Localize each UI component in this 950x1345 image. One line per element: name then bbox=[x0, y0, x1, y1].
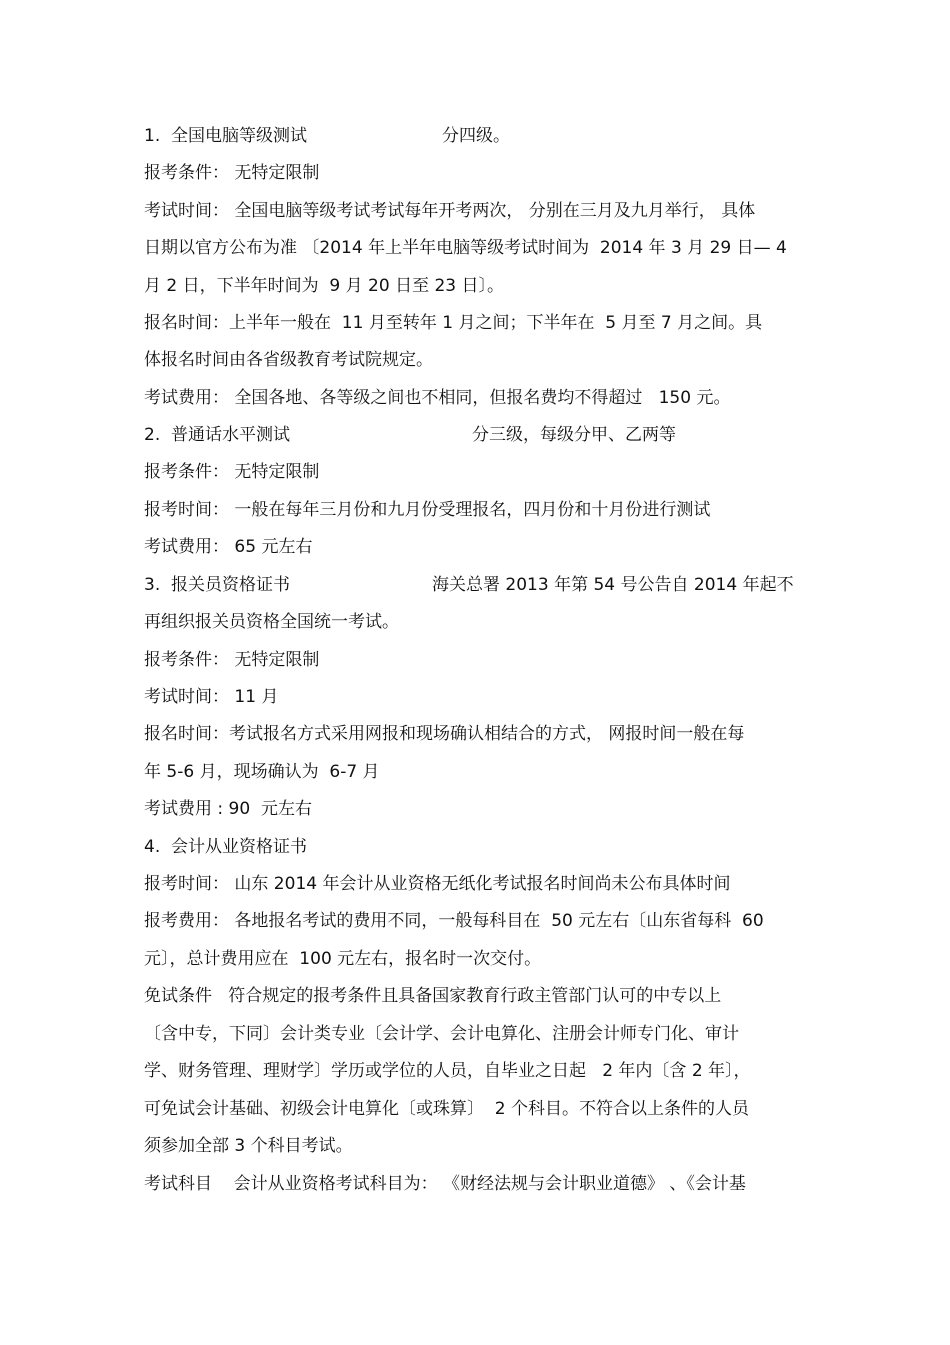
item-3-heading bbox=[144, 570, 824, 600]
paragraph-line: 可免试会计基础、初级会计电算化〔或珠算〕 2 个科目。不符合以上条件的人员 bbox=[144, 1099, 750, 1119]
paragraph-line: 考试费用： 全国各地、各等级之间也不相同，但报名费均不得超过 150 元。 bbox=[144, 388, 731, 408]
item-2-heading bbox=[144, 420, 824, 450]
item-note: 分四级。 bbox=[442, 126, 510, 146]
paragraph-line: 报考费用： 各地报名考试的费用不同，一般每科目在 50 元左右〔山东省每科 60 bbox=[144, 911, 764, 931]
item-note: 分三级，每级分甲、乙两等 bbox=[472, 425, 676, 445]
paragraph-line: 报考时间： 一般在每年三月份和九月份受理报名，四月份和十月份进行测试 bbox=[144, 500, 711, 520]
paragraph-line: 报考条件： 无特定限制 bbox=[144, 650, 320, 670]
paragraph-line: 体报名时间由各省级教育考试院规定。 bbox=[144, 350, 433, 370]
paragraph-line: 报考时间： 山东 2014 年会计从业资格无纸化考试报名时间尚未公布具体时间 bbox=[144, 874, 731, 894]
paragraph-line: 考试时间： 全国电脑等级考试考试每年开考两次， 分别在三月及九月举行， 具体 bbox=[144, 201, 756, 221]
paragraph-line: 考试时间： 11 月 bbox=[144, 687, 279, 707]
paragraph-line: 报名时间：考试报名方式采用网报和现场确认相结合的方式， 网报时间一般在每 bbox=[144, 724, 745, 744]
item-1-heading bbox=[144, 121, 824, 151]
paragraph-line: 〔含中专，下同〕会计类专业〔会计学、会计电算化、注册会计师专门化、审计 bbox=[144, 1024, 739, 1044]
item-title: 4. 会计从业资格证书 bbox=[144, 837, 308, 857]
paragraph-line: 元〕，总计费用应在 100 元左右，报名时一次交付。 bbox=[144, 949, 542, 969]
item-4-heading bbox=[144, 832, 824, 862]
paragraph-line: 须参加全部 3 个科目考试。 bbox=[144, 1136, 353, 1156]
paragraph-line: 再组织报关员资格全国统一考试。 bbox=[144, 612, 399, 632]
item-note: 海关总署 2013 年第 54 号公告自 2014 年起不 bbox=[432, 575, 794, 595]
paragraph-line: 报考条件： 无特定限制 bbox=[144, 462, 320, 482]
paragraph-line: 报考条件： 无特定限制 bbox=[144, 163, 320, 183]
paragraph-line: 日期以官方公布为准 〔2014 年上半年电脑等级考试时间为 2014 年 3 月 29 日— 4 bbox=[144, 238, 787, 258]
paragraph-line: 报名时间：上半年一般在 11 月至转年 1 月之间；下半年在 5 月至 7 月之间。具 bbox=[144, 313, 763, 333]
item-title: 3. 报关员资格证书 bbox=[144, 575, 291, 595]
paragraph-line: 年 5-6 月，现场确认为 6-7 月 bbox=[144, 762, 380, 782]
paragraph-line: 学、财务管理、理财学〕学历或学位的人员，自毕业之日起 2 年内〔含 2 年〕， bbox=[144, 1061, 751, 1081]
paragraph-line: 免试条件 符合规定的报考条件且具备国家教育行政主管部门认可的中专以上 bbox=[144, 986, 722, 1006]
item-title: 1. 全国电脑等级测试 bbox=[144, 126, 308, 146]
paragraph-line: 考试费用 : 90 元左右 bbox=[144, 799, 312, 819]
paragraph-line: 考试科目 会计从业资格考试科目为： 《财经法规与会计职业道德》 、《会计基 bbox=[144, 1174, 746, 1194]
paragraph-line: 月 2 日，下半年时间为 9 月 20 日至 23 日〕。 bbox=[144, 276, 505, 296]
paragraph-line: 考试费用： 65 元左右 bbox=[144, 537, 313, 557]
item-title: 2. 普通话水平测试 bbox=[144, 425, 291, 445]
